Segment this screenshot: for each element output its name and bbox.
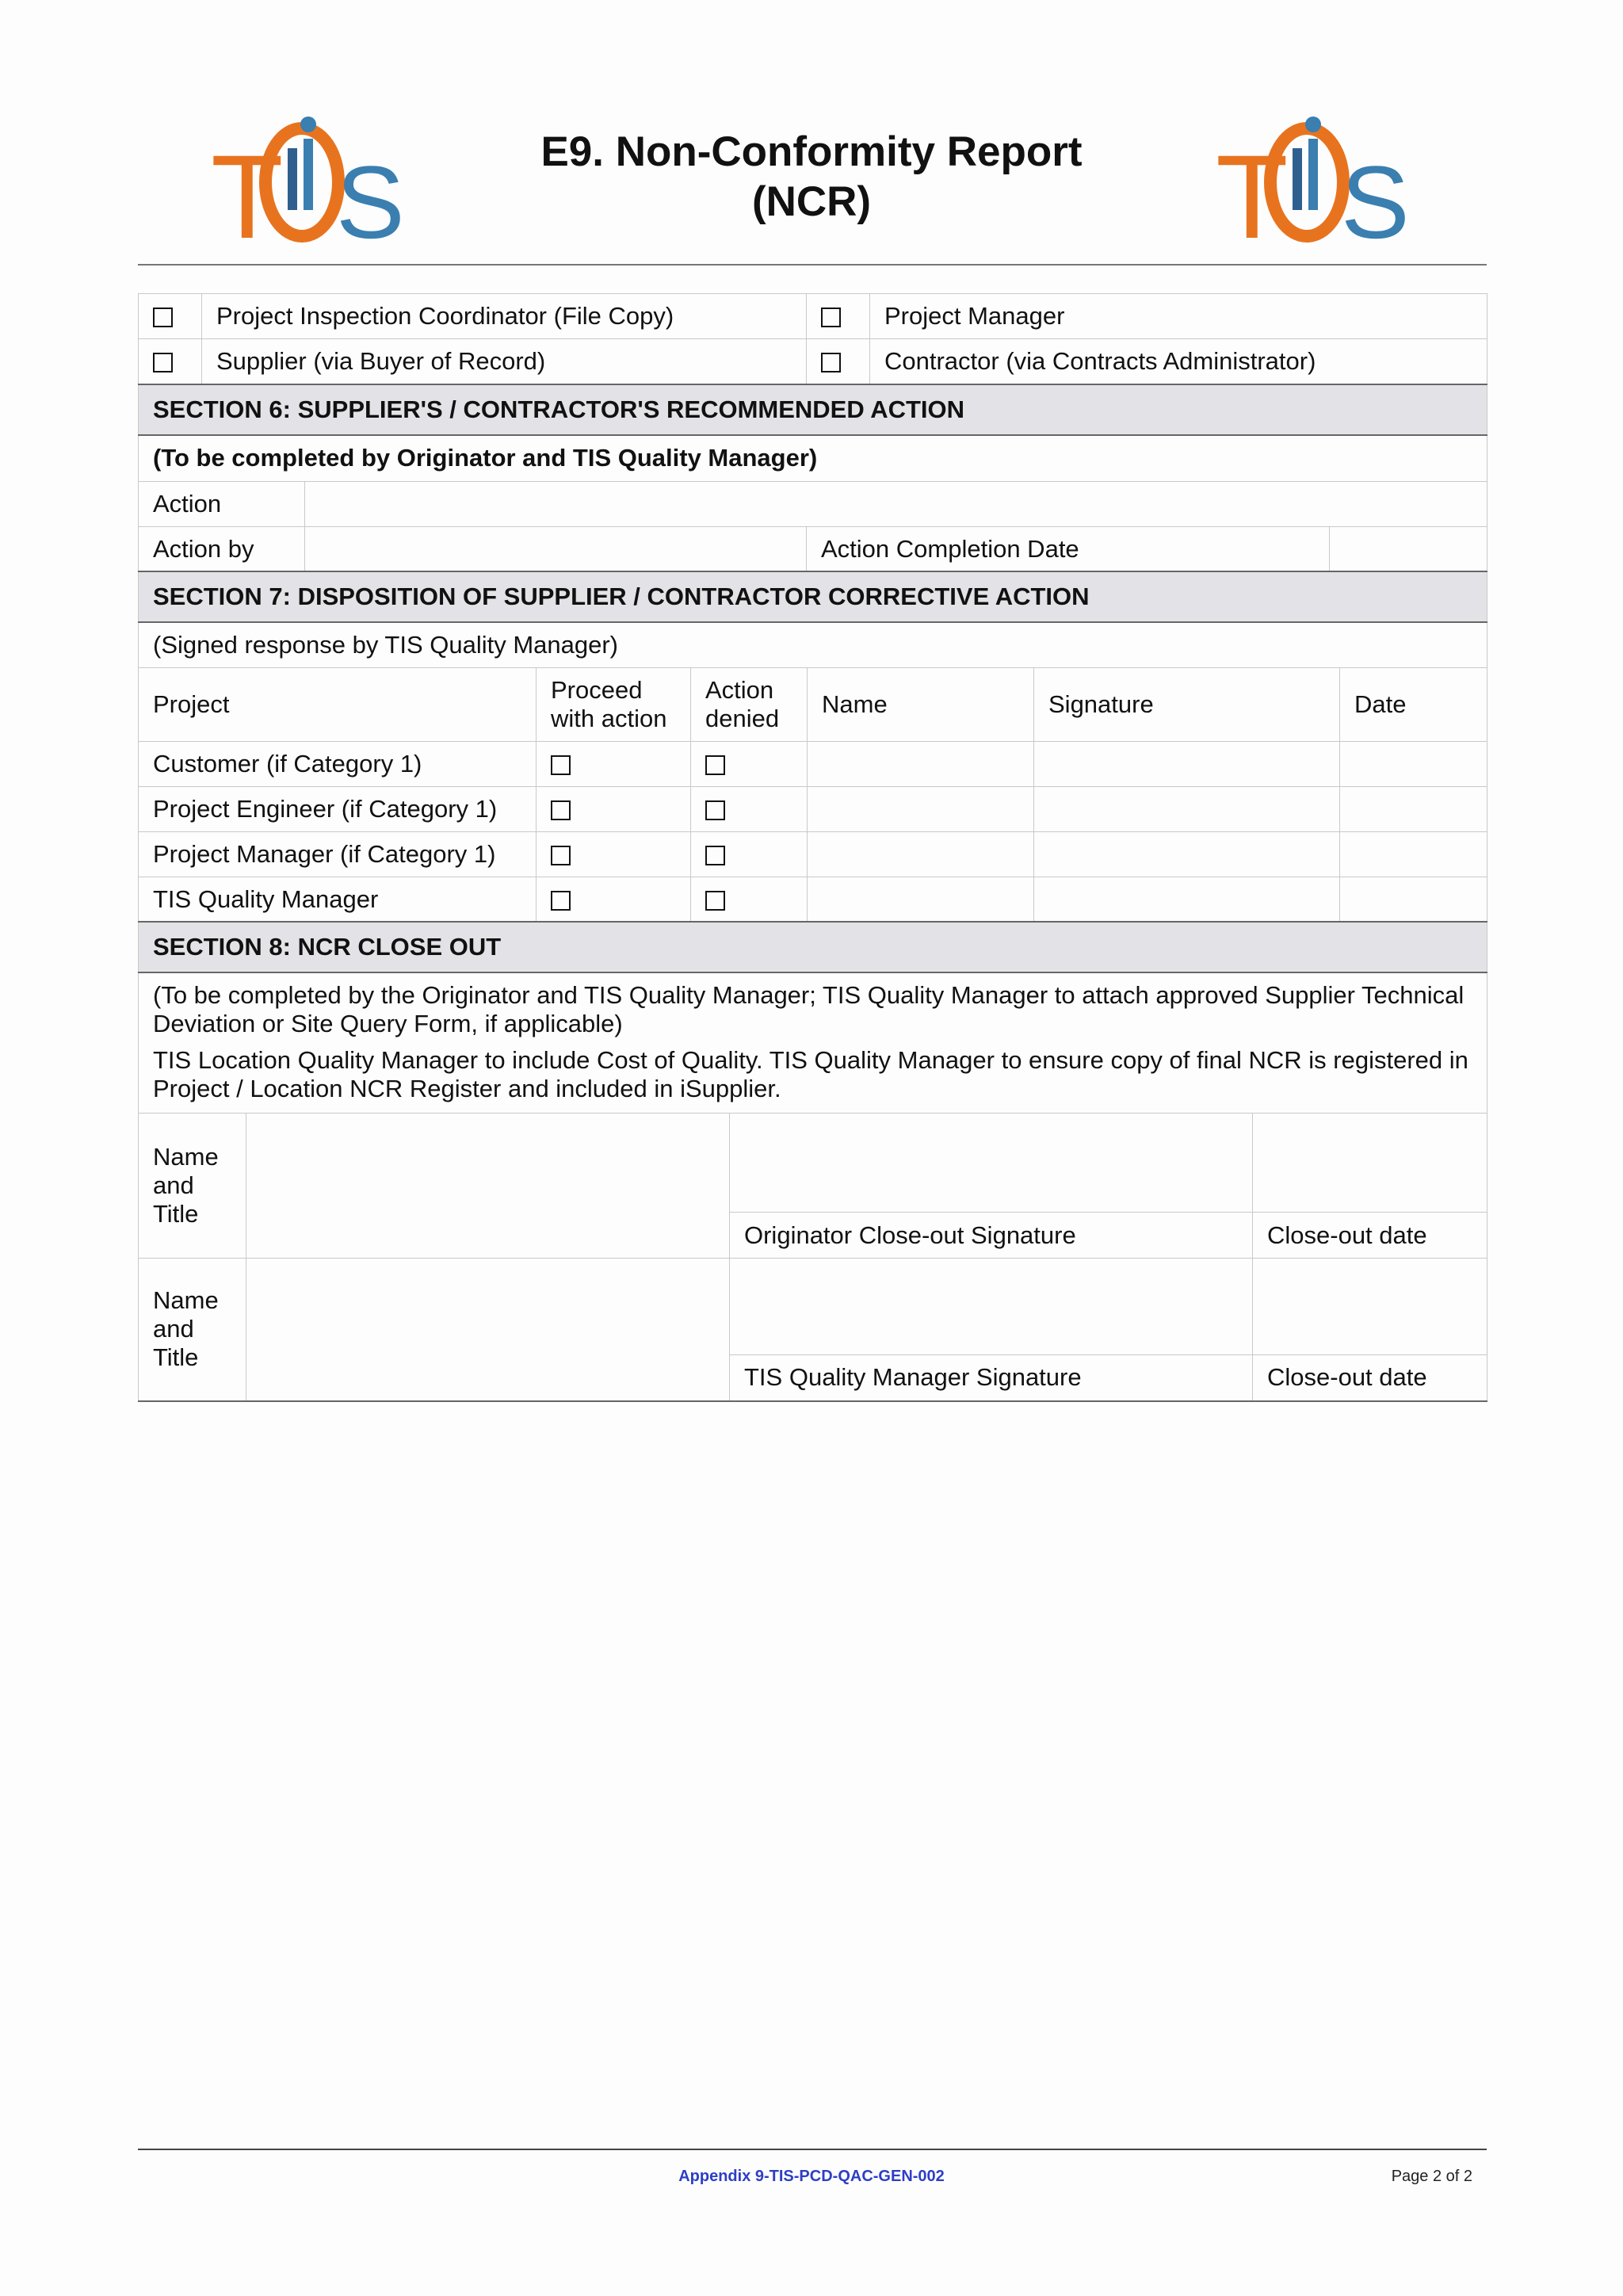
document-reference: Appendix 9-TIS-PCD-QAC-GEN-002 — [678, 2168, 945, 2185]
document-header — [138, 83, 1485, 266]
field-label: Originator Close-out Signature — [730, 1213, 1253, 1259]
name-title-field[interactable] — [246, 1114, 730, 1259]
instruction-paragraph: TIS Location Quality Manager to include Cost of Quality. TIS Quality Manager to ensure copy of final NCR is registered in Project / Location NCR Register and included in iSupplier. — [153, 1046, 1468, 1102]
checkbox[interactable] — [821, 308, 841, 327]
field-label: TIS Quality Manager Signature — [730, 1355, 1253, 1401]
table-row — [139, 877, 1487, 922]
qm-signature-field[interactable] — [730, 1259, 1253, 1355]
section-heading: SECTION 6: SUPPLIER'S / CONTRACTOR'S RECOMMENDED ACTION — [139, 384, 1487, 435]
footer-divider — [138, 2149, 1487, 2150]
signature-field[interactable] — [1034, 786, 1340, 831]
table-row — [139, 786, 1487, 831]
date-field[interactable] — [1340, 786, 1487, 831]
signature-field[interactable] — [1034, 877, 1340, 922]
action-by-field[interactable] — [305, 526, 807, 571]
distribution-label: Contractor (via Contracts Administrator) — [870, 339, 1487, 384]
section8-instructions — [139, 972, 1487, 1114]
section-heading: SECTION 7: DISPOSITION OF SUPPLIER / CONTRACTOR CORRECTIVE ACTION — [139, 571, 1487, 622]
checkbox[interactable] — [705, 846, 725, 865]
field-label: Close-out date — [1253, 1213, 1487, 1259]
distribution-label: Project Inspection Coordinator (File Copy) — [202, 294, 807, 339]
page-number: Page 2 of 2 — [1391, 2168, 1472, 2185]
field-label: Close-out date — [1253, 1355, 1487, 1401]
field-label: Action — [139, 481, 305, 526]
svg-text:S: S — [1341, 144, 1410, 260]
distribution-label: Supplier (via Buyer of Record) — [202, 339, 807, 384]
checkbox[interactable] — [551, 755, 571, 775]
date-field[interactable] — [1340, 831, 1487, 877]
denied-cell — [691, 877, 808, 922]
name-field[interactable] — [808, 741, 1034, 786]
distribution-checkbox-cell — [807, 339, 870, 384]
column-header-signature: Signature — [1034, 667, 1340, 741]
field-label: Action Completion Date — [807, 526, 1330, 571]
checkbox[interactable] — [153, 353, 173, 372]
section6-table — [138, 384, 1487, 572]
name-title-field[interactable] — [246, 1259, 730, 1401]
section-subheading: (Signed response by TIS Quality Manager) — [139, 622, 1487, 667]
section7-table — [138, 571, 1487, 923]
row-label: Project Manager (if Category 1) — [139, 831, 537, 877]
column-header-name: Name — [808, 667, 1034, 741]
action-field[interactable] — [305, 481, 1487, 526]
field-label: Action by — [139, 526, 305, 571]
proceed-cell — [537, 741, 691, 786]
signature-field[interactable] — [1034, 831, 1340, 877]
section-subheading: (To be completed by Originator and TIS Quality Manager) — [139, 435, 1487, 481]
distribution-label: Project Manager — [870, 294, 1487, 339]
checkbox[interactable] — [551, 846, 571, 865]
checkbox[interactable] — [153, 308, 173, 327]
row-label: Project Engineer (if Category 1) — [139, 786, 537, 831]
checkbox[interactable] — [551, 891, 571, 911]
closeout-date-field[interactable] — [1253, 1114, 1487, 1213]
originator-signature-field[interactable] — [730, 1114, 1253, 1213]
date-field[interactable] — [1340, 877, 1487, 922]
name-field[interactable] — [808, 831, 1034, 877]
distribution-checkbox-cell — [139, 339, 202, 384]
name-title-label: Name and Title — [139, 1259, 246, 1401]
checkbox[interactable] — [551, 800, 571, 820]
table-row — [139, 831, 1487, 877]
denied-cell — [691, 741, 808, 786]
section-heading: SECTION 8: NCR CLOSE OUT — [139, 922, 1487, 972]
distribution-checkbox-cell — [807, 294, 870, 339]
column-header-denied: Action denied — [691, 667, 808, 741]
distribution-table — [138, 293, 1487, 384]
distribution-checkbox-cell — [139, 294, 202, 339]
name-field[interactable] — [808, 877, 1034, 922]
proceed-cell — [537, 877, 691, 922]
header-divider — [138, 264, 1487, 266]
section8-table — [138, 921, 1487, 1402]
svg-text:T: T — [211, 130, 284, 263]
proceed-cell — [537, 831, 691, 877]
column-header-date: Date — [1340, 667, 1487, 741]
table-row — [139, 741, 1487, 786]
denied-cell — [691, 831, 808, 877]
checkbox[interactable] — [821, 353, 841, 372]
checkbox[interactable] — [705, 755, 725, 775]
closeout-date-field[interactable] — [1253, 1259, 1487, 1355]
document-title-abbrev: (NCR) — [751, 178, 872, 225]
checkbox[interactable] — [705, 891, 725, 911]
name-field[interactable] — [808, 786, 1034, 831]
proceed-cell — [537, 786, 691, 831]
completion-date-field[interactable] — [1330, 526, 1487, 571]
checkbox[interactable] — [705, 800, 725, 820]
svg-text:S: S — [336, 144, 405, 260]
column-header-project: Project — [139, 667, 537, 741]
svg-text:T: T — [1216, 130, 1289, 263]
tis-logo — [1216, 107, 1410, 263]
row-label: Customer (if Category 1) — [139, 741, 537, 786]
document-title: E9. Non-Conformity Report — [540, 128, 1083, 175]
date-field[interactable] — [1340, 741, 1487, 786]
name-title-label: Name and Title — [139, 1114, 246, 1259]
signature-field[interactable] — [1034, 741, 1340, 786]
row-label: TIS Quality Manager — [139, 877, 537, 922]
denied-cell — [691, 786, 808, 831]
column-header-proceed: Proceed with action — [537, 667, 691, 741]
instruction-paragraph: (To be completed by the Originator and TIS Quality Manager; TIS Quality Manager to attach approved Supplier Technical Deviation or Site Query Form, if applicable) — [153, 981, 1465, 1037]
